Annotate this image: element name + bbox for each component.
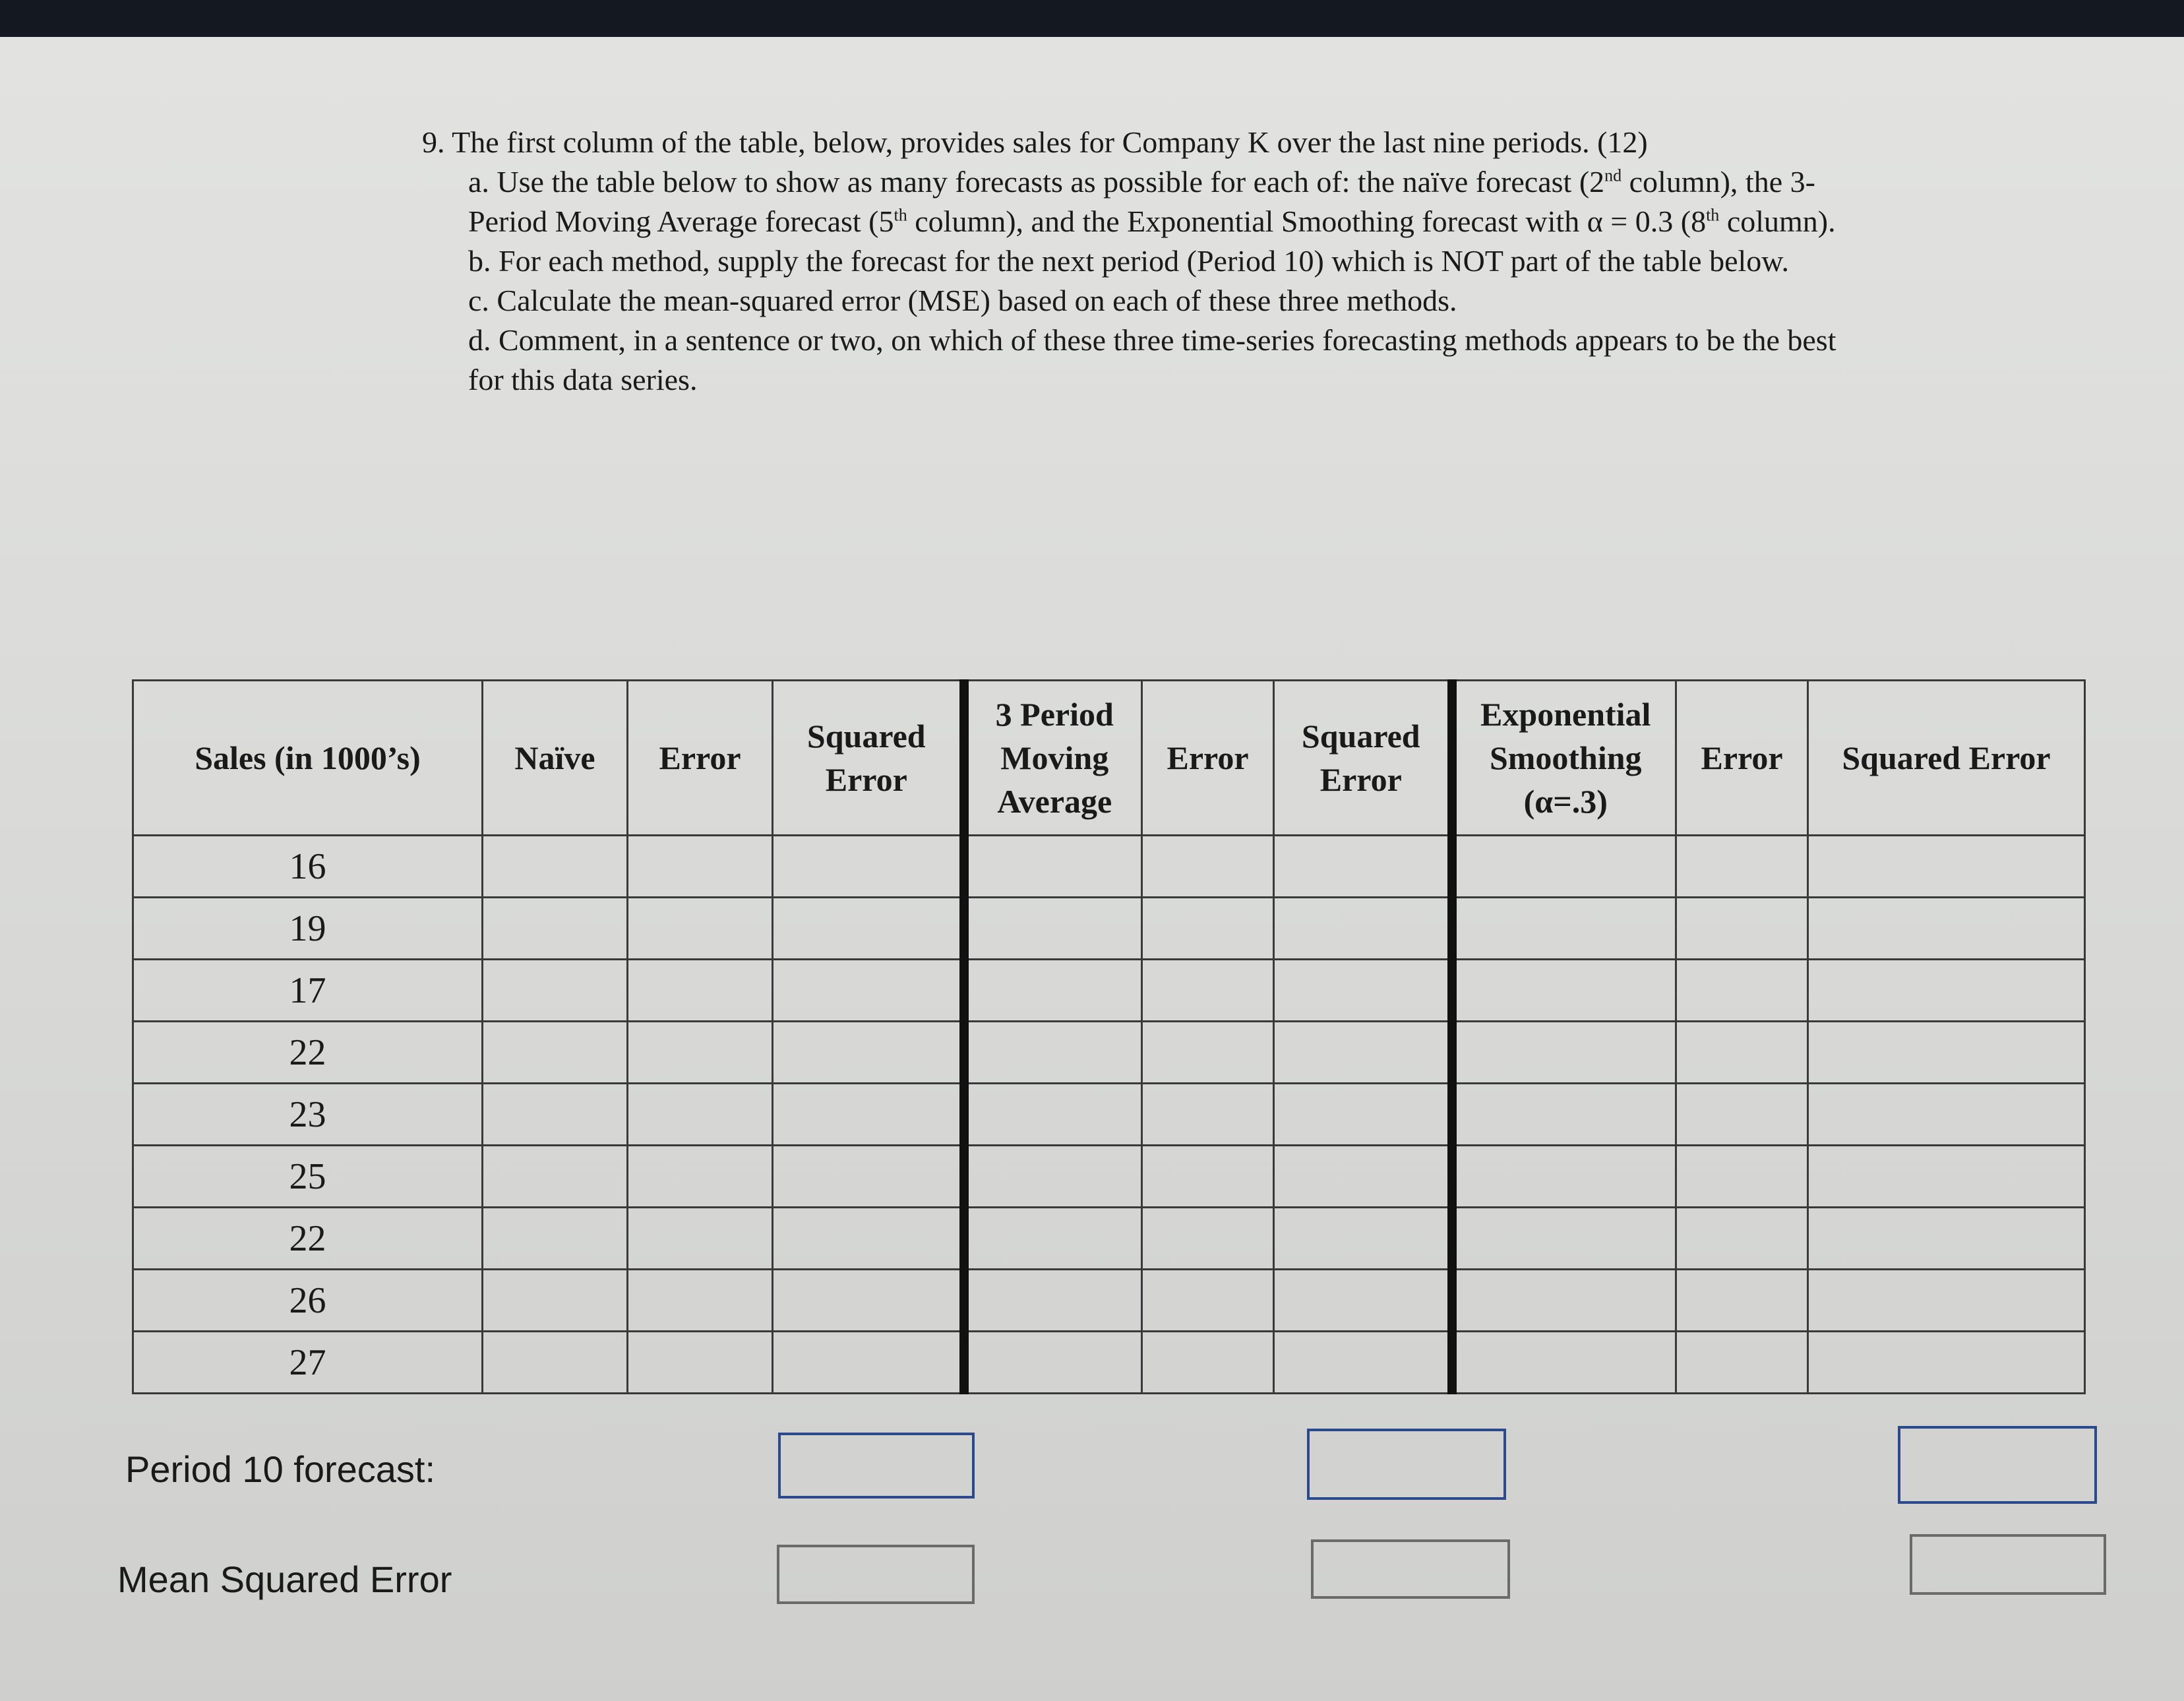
sales-cell: 17: [133, 960, 483, 1022]
answer-cell[interactable]: [483, 1084, 628, 1146]
answer-cell[interactable]: [628, 1270, 773, 1332]
es-mse-box[interactable]: [1910, 1534, 2106, 1595]
answer-cell[interactable]: [773, 1332, 964, 1394]
answer-cell[interactable]: [773, 898, 964, 960]
answer-cell[interactable]: [1274, 1270, 1452, 1332]
answer-cell[interactable]: [773, 1146, 964, 1208]
ma-mse-box[interactable]: [1311, 1539, 1510, 1599]
answer-cell[interactable]: [483, 1208, 628, 1270]
forecast-table: [132, 679, 2086, 1394]
part-a-text-4: column).: [1719, 204, 1836, 238]
answer-cell[interactable]: [483, 836, 628, 898]
answer-cell[interactable]: [1808, 836, 2085, 898]
answer-cell[interactable]: [1452, 836, 1676, 898]
question-part-d: d. Comment, in a sentence or two, on which of these three time-series forecasting methods appears to be the best for this data series.: [468, 323, 1836, 396]
answer-cell[interactable]: [964, 960, 1142, 1022]
answer-cell[interactable]: [1808, 960, 2085, 1022]
table-row: [133, 1332, 2085, 1394]
answer-cell[interactable]: [483, 1146, 628, 1208]
answer-cell[interactable]: [773, 1270, 964, 1332]
table-row: [133, 898, 2085, 960]
header-naive-error: Error: [628, 681, 773, 836]
sales-cell: 19: [133, 898, 483, 960]
question-main: 9. The first column of the table, below, provides sales for Company K over the last nine periods. (12): [422, 125, 1648, 159]
header-moving-average: 3 Period Moving Average: [964, 681, 1142, 836]
sales-cell: 27: [133, 1332, 483, 1394]
answer-cell[interactable]: [628, 960, 773, 1022]
answer-cell[interactable]: [1274, 836, 1452, 898]
answer-cell[interactable]: [628, 1022, 773, 1084]
answer-cell[interactable]: [1808, 1270, 2085, 1332]
answer-cell[interactable]: [1808, 1084, 2085, 1146]
header-row: [133, 681, 2085, 836]
naive-mse-box[interactable]: [777, 1545, 975, 1604]
mean-squared-error-label: Mean Squared Error: [117, 1559, 452, 1600]
answer-cell[interactable]: [628, 836, 773, 898]
answer-cell[interactable]: [483, 898, 628, 960]
table-row: [133, 836, 2085, 898]
answer-cell[interactable]: [628, 1084, 773, 1146]
answer-cell[interactable]: [1142, 1022, 1274, 1084]
answer-cell[interactable]: [1452, 1208, 1676, 1270]
answer-cell[interactable]: [1142, 960, 1274, 1022]
answer-cell[interactable]: [964, 1208, 1142, 1270]
answer-cell[interactable]: [1808, 1332, 2085, 1394]
answer-cell[interactable]: [628, 1146, 773, 1208]
answer-cell[interactable]: [773, 1208, 964, 1270]
answer-cell[interactable]: [1808, 1208, 2085, 1270]
answer-cell[interactable]: [1676, 1146, 1808, 1208]
part-a-sup-1: nd: [1604, 166, 1622, 185]
answer-cell[interactable]: [1676, 836, 1808, 898]
header-es-squared-error: Squared Error: [1808, 681, 2085, 836]
answer-cell[interactable]: [1452, 1084, 1676, 1146]
question-part-a: [468, 162, 1846, 241]
naive-period-10-box[interactable]: [778, 1433, 975, 1499]
part-a-sup-2: th: [894, 205, 907, 225]
header-es-error: Error: [1676, 681, 1808, 836]
answer-cell[interactable]: [1676, 1270, 1808, 1332]
answer-cell[interactable]: [1142, 898, 1274, 960]
ma-period-10-box[interactable]: [1307, 1429, 1506, 1500]
answer-cell[interactable]: [773, 1022, 964, 1084]
answer-cell[interactable]: [964, 836, 1142, 898]
table-row: [133, 1208, 2085, 1270]
answer-cell[interactable]: [483, 1332, 628, 1394]
header-ma-error: Error: [1142, 681, 1274, 836]
answer-cell[interactable]: [1142, 836, 1274, 898]
period-10-forecast-label: Period 10 forecast:: [125, 1448, 436, 1490]
answer-cell[interactable]: [1274, 1084, 1452, 1146]
answer-cell[interactable]: [1452, 1022, 1676, 1084]
answer-cell[interactable]: [964, 1084, 1142, 1146]
part-a-text-3: column), and the Exponential Smoothing forecast with α = 0.3 (8: [907, 204, 1707, 238]
answer-cell[interactable]: [1676, 960, 1808, 1022]
answer-cell[interactable]: [1274, 1022, 1452, 1084]
question-part-b: b. For each method, supply the forecast for the next period (Period 10) which is NOT part of the table below.: [468, 244, 1790, 278]
answer-cell[interactable]: [1452, 1332, 1676, 1394]
answer-cell[interactable]: [1274, 898, 1452, 960]
table-row: [133, 1146, 2085, 1208]
answer-cell[interactable]: [1274, 960, 1452, 1022]
sales-cell: 16: [133, 836, 483, 898]
part-a-text-1: a. Use the table below to show as many forecasts as possible for each of: the naïve forecast (2: [468, 165, 1605, 199]
answer-cell[interactable]: [1274, 1146, 1452, 1208]
answer-cell[interactable]: [483, 960, 628, 1022]
answer-cell[interactable]: [1274, 1332, 1452, 1394]
es-period-10-box[interactable]: [1898, 1426, 2097, 1504]
answer-cell[interactable]: [483, 1270, 628, 1332]
answer-cell[interactable]: [1142, 1332, 1274, 1394]
part-a-text-2: column), the 3-Period Moving Average forecast (5: [468, 165, 1815, 238]
answer-cell[interactable]: [964, 1332, 1142, 1394]
answer-cell[interactable]: [964, 898, 1142, 960]
answer-cell[interactable]: [1142, 1270, 1274, 1332]
answer-cell[interactable]: [964, 1022, 1142, 1084]
question-block: [422, 123, 1846, 400]
header-naive-squared-error: Squared Error: [773, 681, 964, 836]
answer-cell[interactable]: [964, 1146, 1142, 1208]
answer-cell[interactable]: [1676, 1208, 1808, 1270]
answer-cell[interactable]: [483, 1022, 628, 1084]
table-row: [133, 1084, 2085, 1146]
answer-cell[interactable]: [628, 1332, 773, 1394]
answer-cell[interactable]: [1142, 1146, 1274, 1208]
answer-cell[interactable]: [1808, 1022, 2085, 1084]
answer-cell[interactable]: [1142, 1084, 1274, 1146]
answer-cell[interactable]: [1452, 960, 1676, 1022]
answer-cell[interactable]: [1452, 898, 1676, 960]
answer-cell[interactable]: [773, 1084, 964, 1146]
answer-cell[interactable]: [1452, 1146, 1676, 1208]
header-exponential-smoothing: Exponential Smoothing (α=.3): [1452, 681, 1676, 836]
top-dark-band: [0, 0, 2184, 37]
answer-cell[interactable]: [964, 1270, 1142, 1332]
answer-cell[interactable]: [628, 1208, 773, 1270]
part-a-sup-3: th: [1706, 205, 1720, 225]
answer-cell[interactable]: [1808, 1146, 2085, 1208]
sales-cell: 22: [133, 1022, 483, 1084]
answer-cell[interactable]: [1808, 898, 2085, 960]
answer-cell[interactable]: [773, 836, 964, 898]
sales-cell: 25: [133, 1146, 483, 1208]
answer-cell[interactable]: [1676, 1084, 1808, 1146]
table-row: [133, 1022, 2085, 1084]
answer-cell[interactable]: [628, 898, 773, 960]
answer-cell[interactable]: [1676, 898, 1808, 960]
sales-cell: 26: [133, 1270, 483, 1332]
answer-cell[interactable]: [1142, 1208, 1274, 1270]
header-sales: Sales (in 1000’s): [133, 681, 483, 836]
sales-cell: 23: [133, 1084, 483, 1146]
sales-cell: 22: [133, 1208, 483, 1270]
header-ma-squared-error: Squared Error: [1274, 681, 1452, 836]
answer-cell[interactable]: [1676, 1332, 1808, 1394]
question-part-c: c. Calculate the mean-squared error (MSE) based on each of these three methods.: [468, 284, 1457, 317]
table-row: [133, 1270, 2085, 1332]
answer-cell[interactable]: [773, 960, 964, 1022]
answer-cell[interactable]: [1274, 1208, 1452, 1270]
answer-cell[interactable]: [1452, 1270, 1676, 1332]
table-row: [133, 960, 2085, 1022]
answer-cell[interactable]: [1676, 1022, 1808, 1084]
header-naive: Naïve: [483, 681, 628, 836]
